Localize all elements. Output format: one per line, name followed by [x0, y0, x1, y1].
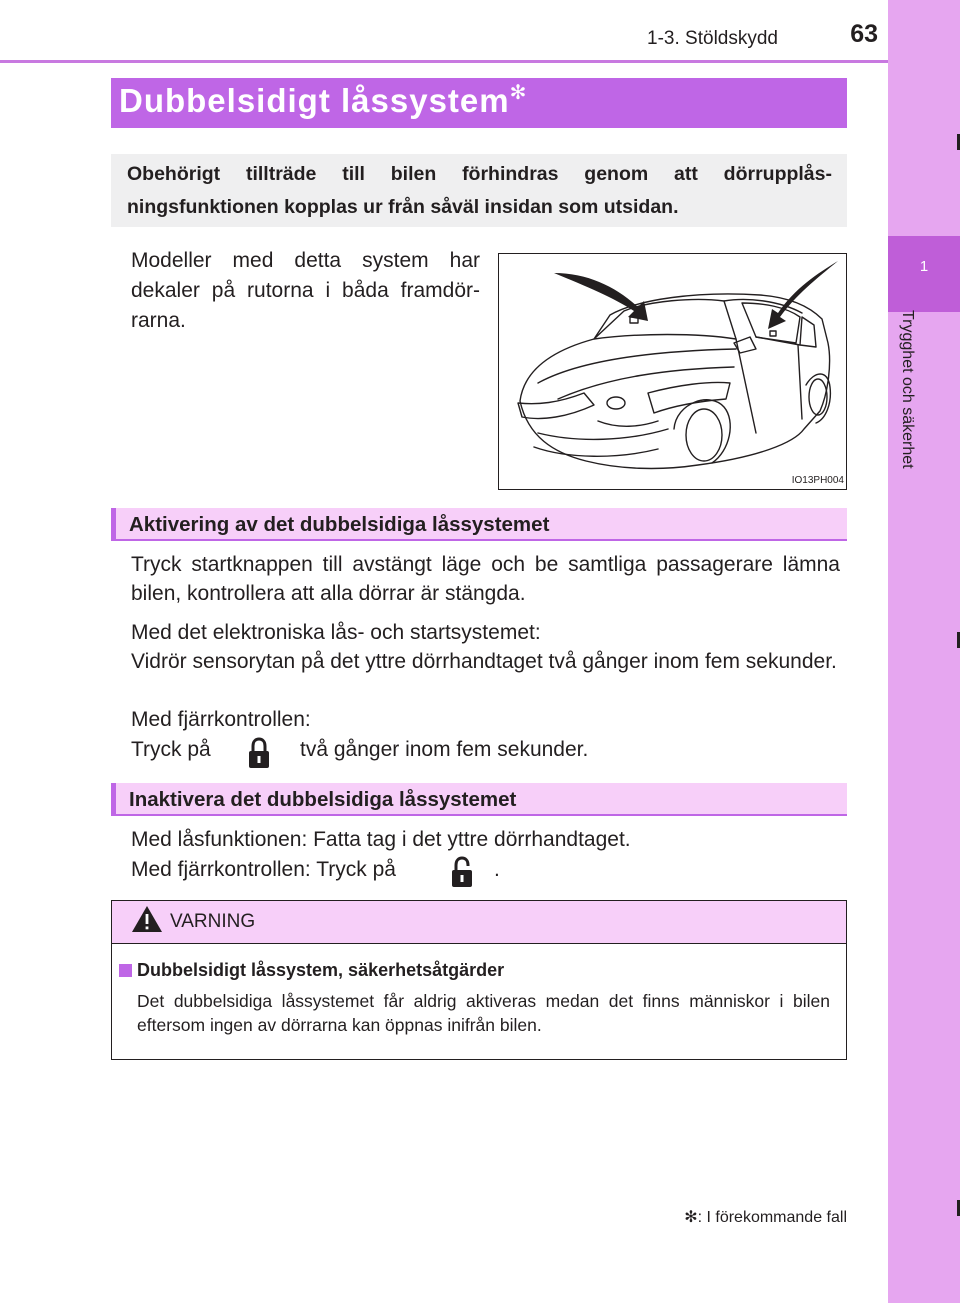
chapter-label-text: Trygghet och säkerhet — [899, 310, 916, 469]
bullet-square-icon — [119, 964, 132, 977]
warning-label: VARNING — [170, 911, 256, 932]
deactivation-line-2-prefix: Med fjärrkontrollen: Tryck på — [131, 858, 396, 881]
warning-icon — [130, 904, 164, 934]
footnote-text: : I förekommande fall — [697, 1209, 847, 1226]
page-number: 63 — [850, 20, 878, 48]
activation-heading: Aktivering av det dubbelsidiga låssystemet — [129, 513, 550, 536]
chapter-number: 1 — [919, 258, 929, 275]
page-heading-text: Dubbelsidigt låssystem — [119, 82, 510, 119]
footnote-marker: ✻ — [509, 82, 528, 104]
remote-instruction-prefix: Tryck på — [131, 738, 211, 761]
figure-caption: IO13PH004 — [791, 475, 844, 486]
chapter-label — [899, 310, 932, 550]
smart-key-instruction: Vidrör sensorytan på det yttre dörrhandtaget två gånger inom fem sekunder. — [131, 650, 837, 673]
smart-key-heading: Med det elektroniska lås- och startsystemet: — [131, 621, 541, 644]
models-paragraph: Modeller med detta system har dekaler på rutorna i båda framdör-rarna. — [131, 249, 480, 332]
warning-subtitle: Dubbelsidigt låssystem, säkerhetsåtgärder — [137, 960, 505, 980]
footnote-marker: ✻ — [684, 1209, 698, 1226]
intro-text: Obehörigt tillträde till bilen förhindras genom att dörrupplås-ningsfunktionen kopplas ur från såväl insidan som utsidan. — [127, 163, 832, 218]
header-rule — [0, 60, 888, 63]
section-title: 1-3. Stöldskydd — [647, 28, 778, 49]
unlock-icon — [451, 856, 473, 888]
lock-icon — [248, 737, 270, 769]
chapter-side-strip — [888, 0, 960, 1303]
remote-instruction-suffix: två gånger inom fem sekunder. — [300, 738, 589, 761]
car-illustration-icon — [498, 253, 847, 490]
deactivation-line-1: Med låsfunktionen: Fatta tag i det yttre dörrhandtaget. — [131, 828, 631, 851]
warning-body: Det dubbelsidiga låssystemet får aldrig aktiveras medan det finns människor i bilen eftersom ingen av dörrarna kan öppnas inifrån bilen. — [137, 991, 830, 1035]
page-heading — [119, 82, 527, 120]
remote-heading: Med fjärrkontrollen: — [131, 708, 311, 731]
activation-paragraph: Tryck startknappen till avstängt läge och be samtliga passagerare lämna bilen, kontrollera att alla dörrar är stängda. — [131, 553, 840, 605]
deactivation-line-2-suffix: . — [494, 858, 500, 881]
footnote — [640, 1207, 847, 1227]
deactivation-heading: Inaktivera det dubbelsidiga låssystemet — [129, 788, 517, 811]
